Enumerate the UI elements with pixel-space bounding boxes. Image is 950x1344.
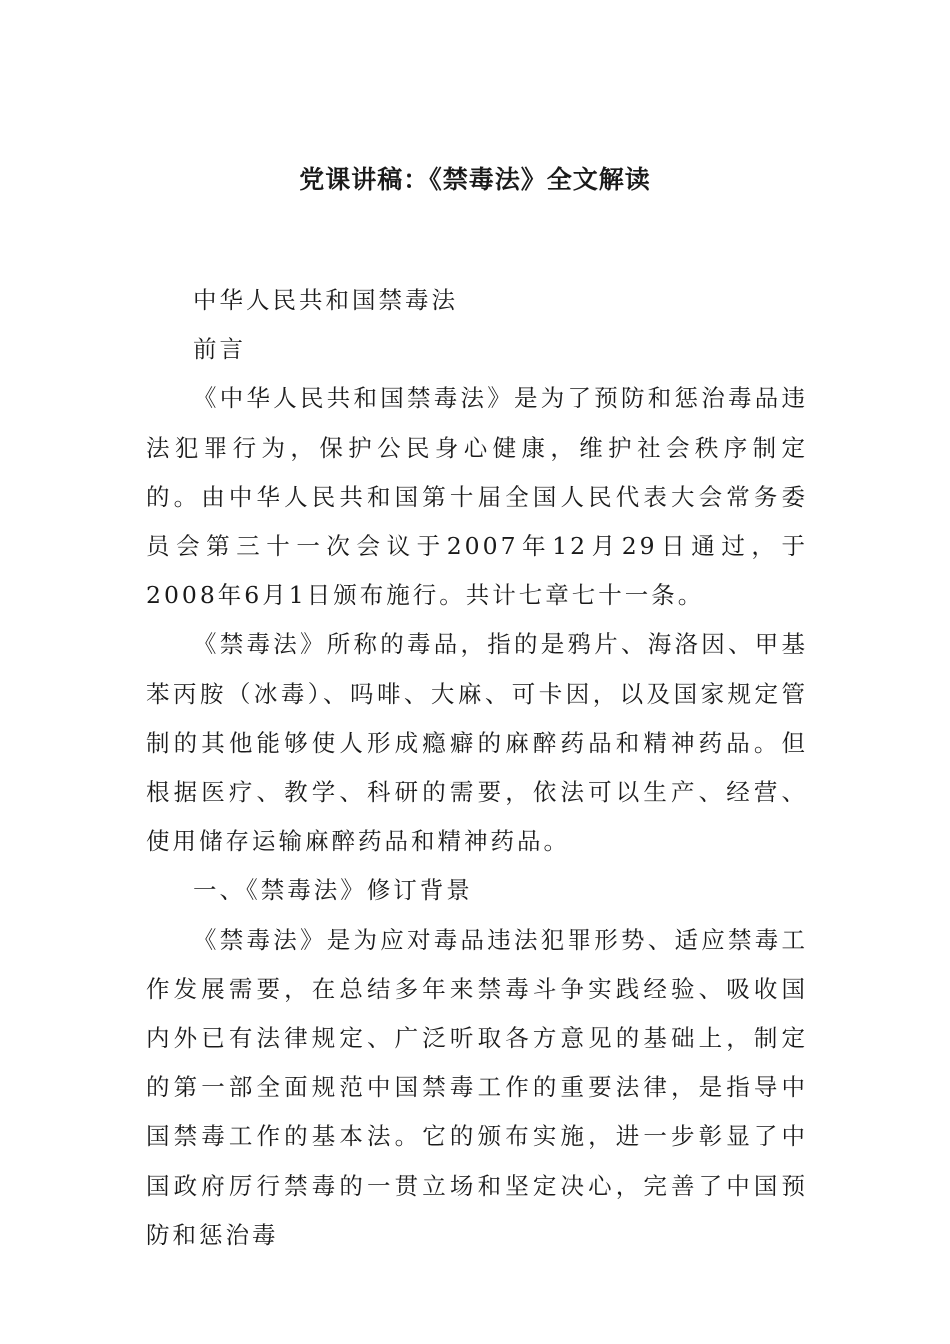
section-heading-background: 一、《禁毒法》修订背景 — [193, 876, 473, 905]
paragraph-drug-definition: 《禁毒法》所称的毒品，指的是鸦片、海洛因、甲基苯丙胺（冰毒）、吗啡、大麻、可卡因，以及国家规定管制的其他能够使人形成瘾癖的麻醉药品和精神药品。但根据医疗、教学、科研的需要，依法可以生产、经营、使用储存运输麻醉药品和精神药品。 — [146, 630, 808, 856]
paragraph-intro: 《中华人民共和国禁毒法》是为了预防和惩治毒品违法犯罪行为，保护公民身心健康，维护社会秩序制定的。由中华人民共和国第十届全国人民代表大会常务委员会第三十一次会议于2007年12月29日通过，于2008年6月1日颁布施行。共计七章七十一条。 — [146, 384, 808, 610]
document-title: 党课讲稿：《禁毒法》全文解读 — [299, 165, 651, 194]
document-body — [146, 276, 808, 1260]
law-name-line: 中华人民共和国禁毒法 — [193, 286, 458, 314]
preface-heading: 前言 — [193, 335, 246, 364]
paragraph-background: 《禁毒法》是为应对毒品违法犯罪形势、适应禁毒工作发展需要，在总结多年来禁毒斗争实践经验、吸收国内外已有法律规定、广泛听取各方意见的基础上，制定的第一部全面规范中国禁毒工作的重要法律，是指导中国禁毒工作的基本法。它的颁布实施，进一步彰显了中国政府厉行禁毒的一贯立场和坚定决心，完善了中国预防和惩治毒 — [146, 925, 808, 1249]
